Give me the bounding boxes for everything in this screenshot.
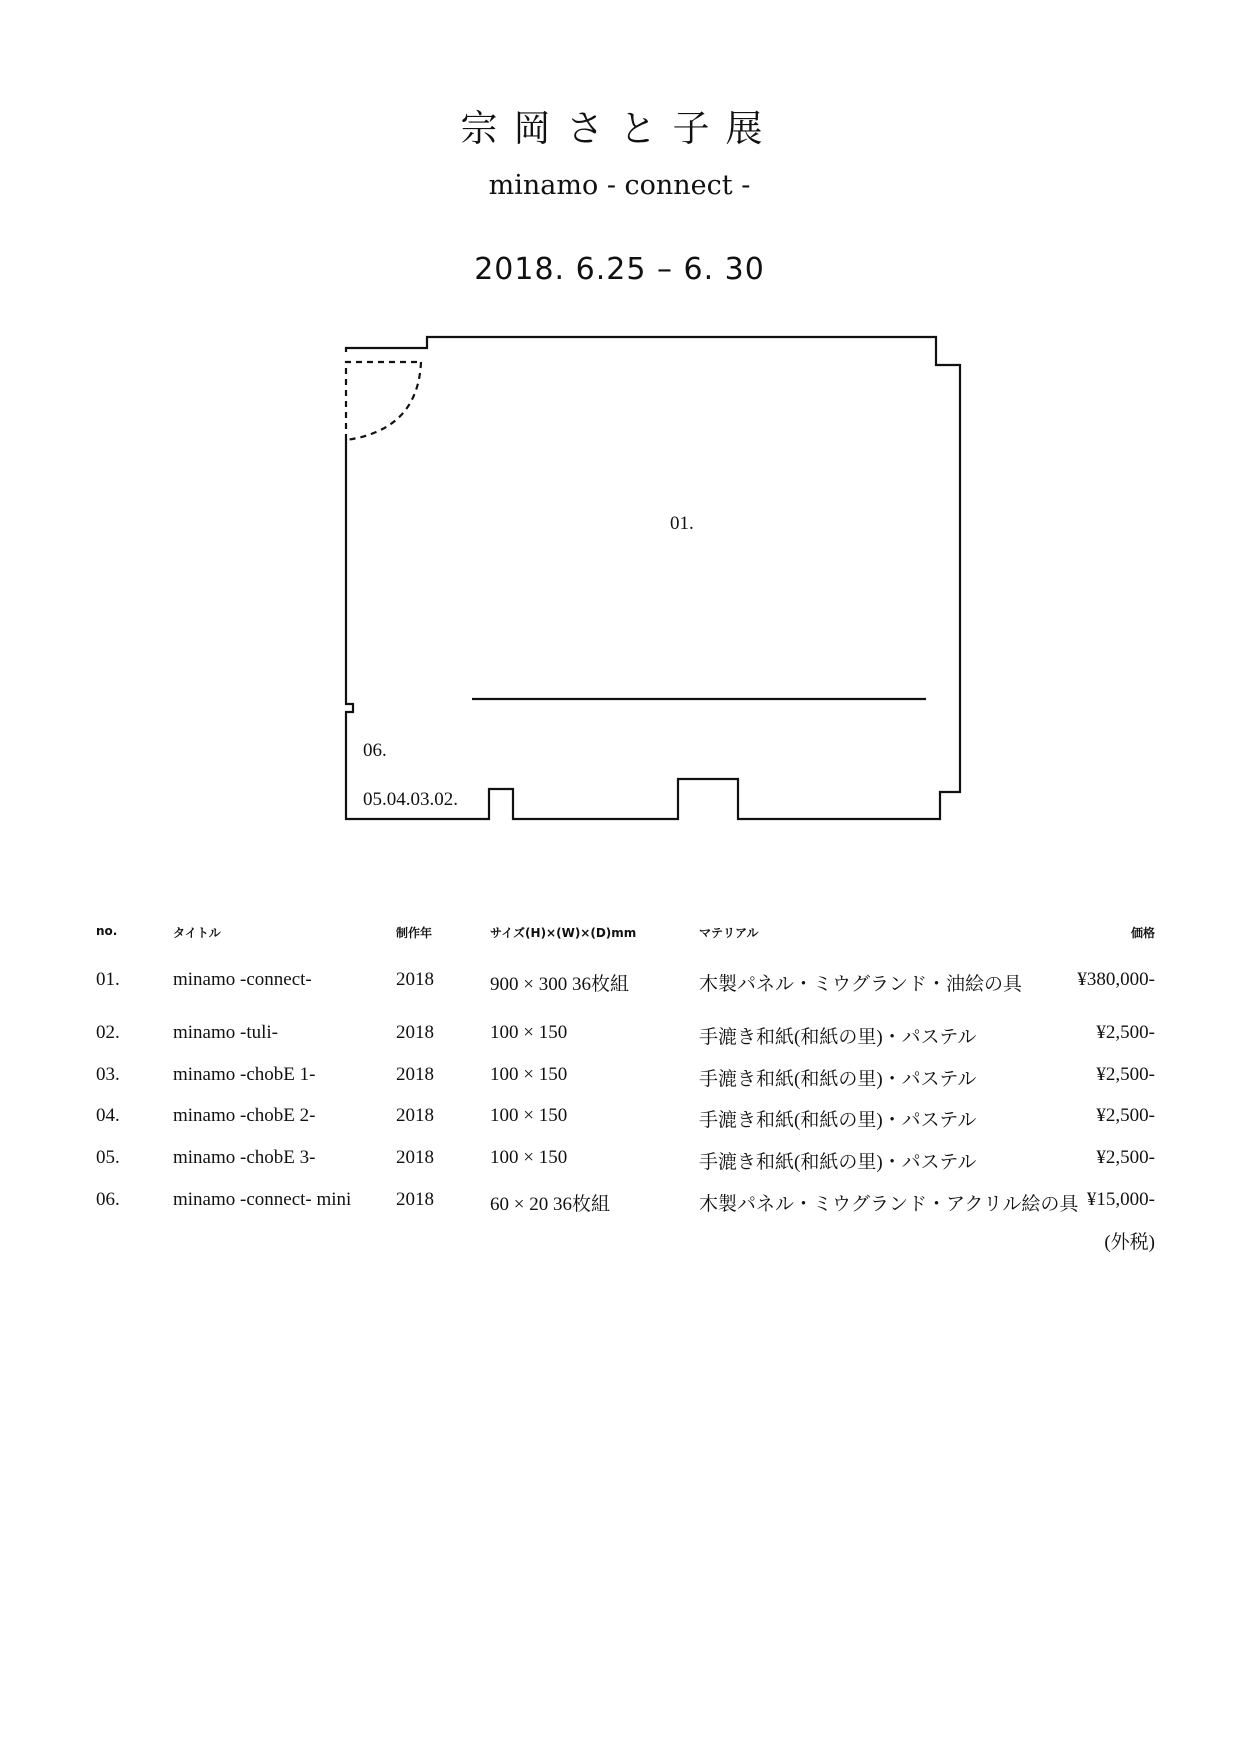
exhibition-subtitle: minamo - connect -	[488, 170, 751, 201]
cell-year: 2018	[396, 1105, 434, 1126]
cell-material: 木製パネル・ミウグランド・アクリル絵の具	[699, 1194, 1079, 1215]
cell-material: 手漉き和紙(和紙の里)・パステル	[699, 1069, 977, 1090]
cell-no: 01.	[96, 969, 120, 990]
cell-year: 2018	[396, 1064, 434, 1085]
plan-label-01: 01.	[670, 513, 694, 534]
plan-door-swing	[346, 362, 421, 440]
cell-title: minamo -connect- mini	[173, 1189, 352, 1210]
cell-title: minamo -connect-	[173, 969, 312, 990]
cell-size: 100 × 150	[490, 1147, 568, 1168]
cell-no: 02.	[96, 1022, 120, 1043]
cell-year: 2018	[396, 1147, 434, 1168]
cell-material: 手漉き和紙(和紙の里)・パステル	[699, 1152, 977, 1173]
cell-material: 木製パネル・ミウグランド・油絵の具	[699, 974, 1023, 995]
cell-size: 100 × 150	[490, 1022, 568, 1043]
cell-no: 04.	[96, 1105, 120, 1126]
cell-price: ¥2,500-	[1096, 1064, 1155, 1085]
exhibition-dates: 2018. 6.25 – 6. 30	[474, 252, 765, 287]
cell-year: 2018	[396, 969, 434, 990]
cell-size: 60 × 20 36枚組	[490, 1194, 610, 1215]
cell-title: minamo -chobE 1-	[173, 1064, 316, 1085]
cell-title: minamo -chobE 2-	[173, 1105, 316, 1126]
cell-year: 2018	[396, 1022, 434, 1043]
plan-label-06: 06.	[363, 740, 387, 761]
cell-size: 100 × 150	[490, 1105, 568, 1126]
cell-material: 手漉き和紙(和紙の里)・パステル	[699, 1027, 977, 1048]
cell-year: 2018	[396, 1189, 434, 1210]
cell-material: 手漉き和紙(和紙の里)・パステル	[699, 1110, 977, 1131]
cell-price: ¥15,000-	[1086, 1189, 1155, 1210]
cell-size: 100 × 150	[490, 1064, 568, 1085]
cell-price: ¥2,500-	[1096, 1022, 1155, 1043]
cell-title: minamo -tuli-	[173, 1022, 279, 1043]
cell-size: 900 × 300 36枚組	[490, 974, 629, 995]
header-size: サイズ(H)×(W)×(D)mm	[490, 926, 637, 940]
header-no: no.	[96, 924, 118, 938]
cell-title: minamo -chobE 3-	[173, 1147, 316, 1168]
plan-label-05-02: 05.04.03.02.	[363, 789, 458, 810]
plan-wall-top	[346, 337, 960, 819]
cell-price: ¥2,500-	[1096, 1105, 1155, 1126]
header-title: タイトル	[173, 926, 221, 940]
cell-no: 06.	[96, 1189, 120, 1210]
header-year: 制作年	[396, 926, 433, 940]
exhibition-title: 宗岡さと子展	[460, 107, 779, 150]
cell-price: ¥380,000-	[1077, 969, 1155, 990]
cell-price: ¥2,500-	[1096, 1147, 1155, 1168]
header-price: 価格	[1130, 926, 1155, 940]
cell-no: 05.	[96, 1147, 120, 1168]
cell-no: 03.	[96, 1064, 120, 1085]
header-material: マテリアル	[699, 926, 759, 940]
tax-note: (外税)	[1104, 1232, 1155, 1253]
